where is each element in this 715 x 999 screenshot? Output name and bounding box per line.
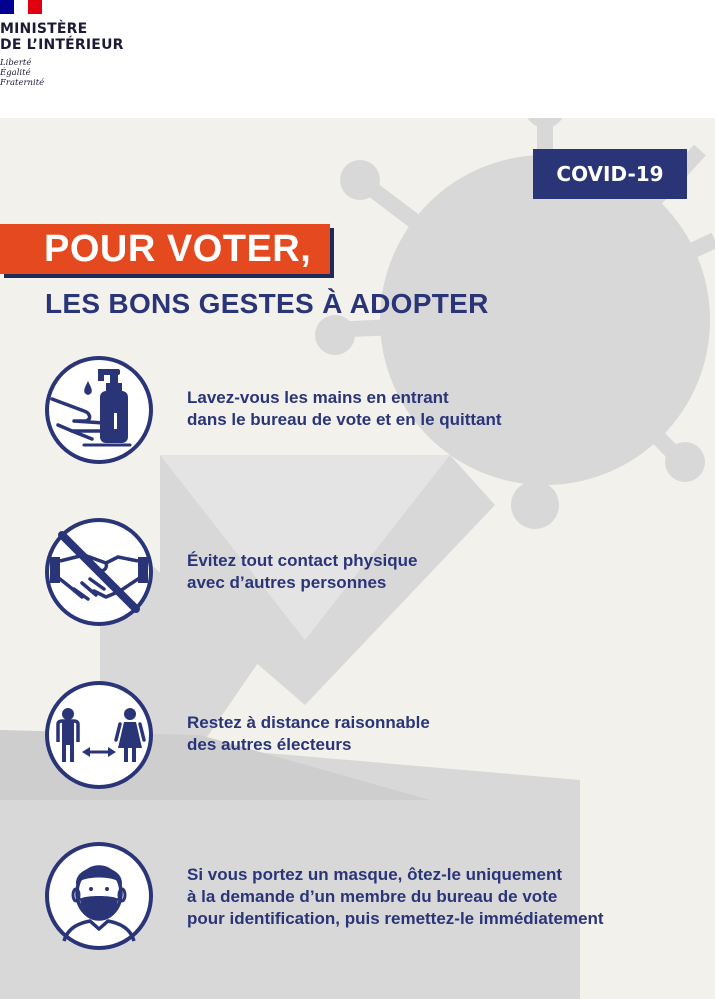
gesture-3-line1: Restez à distance raisonnable: [187, 713, 430, 732]
gesture-3-text: [187, 712, 430, 756]
face-mask-icon: [44, 841, 154, 951]
page-title: POUR VOTER,: [44, 228, 312, 270]
gesture-3-line2: des autres électeurs: [187, 735, 352, 754]
no-handshake-icon: [44, 517, 154, 627]
gesture-2-line2: avec d’autres personnes: [187, 573, 387, 592]
header: [0, 0, 715, 118]
page-subtitle: LES BONS GESTES À ADOPTER: [45, 288, 489, 319]
gesture-4-text: [187, 864, 604, 930]
ministry-logo-text: [0, 21, 124, 53]
ministry-line2: DE L’INTÉRIEUR: [0, 37, 124, 53]
social-distance-icon: [44, 680, 154, 790]
gesture-4-line3: pour identification, puis remettez-le immédiatement: [187, 909, 604, 928]
covid-badge: COVID-19: [533, 149, 687, 199]
republic-motto: [0, 58, 44, 88]
hand-sanitizer-icon: [44, 355, 154, 465]
gesture-1-line2: dans le bureau de vote et en le quittant: [187, 410, 502, 429]
ministry-line1: MINISTÈRE: [0, 21, 88, 37]
gesture-4-line1: Si vous portez un masque, ôtez-le uniquement: [187, 865, 562, 884]
gesture-1-line1: Lavez-vous les mains en entrant: [187, 388, 449, 407]
gesture-4-line2: à la demande d’un membre du bureau de vote: [187, 887, 558, 906]
gesture-1-text: [187, 387, 502, 431]
french-flag-icon: [0, 0, 42, 14]
motto-egalite: Égalité: [0, 68, 31, 78]
motto-liberte: Liberté: [0, 58, 32, 68]
gesture-2-text: [187, 550, 417, 594]
motto-fraternite: Fraternité: [0, 78, 45, 88]
gesture-2-line1: Évitez tout contact physique: [187, 551, 418, 570]
